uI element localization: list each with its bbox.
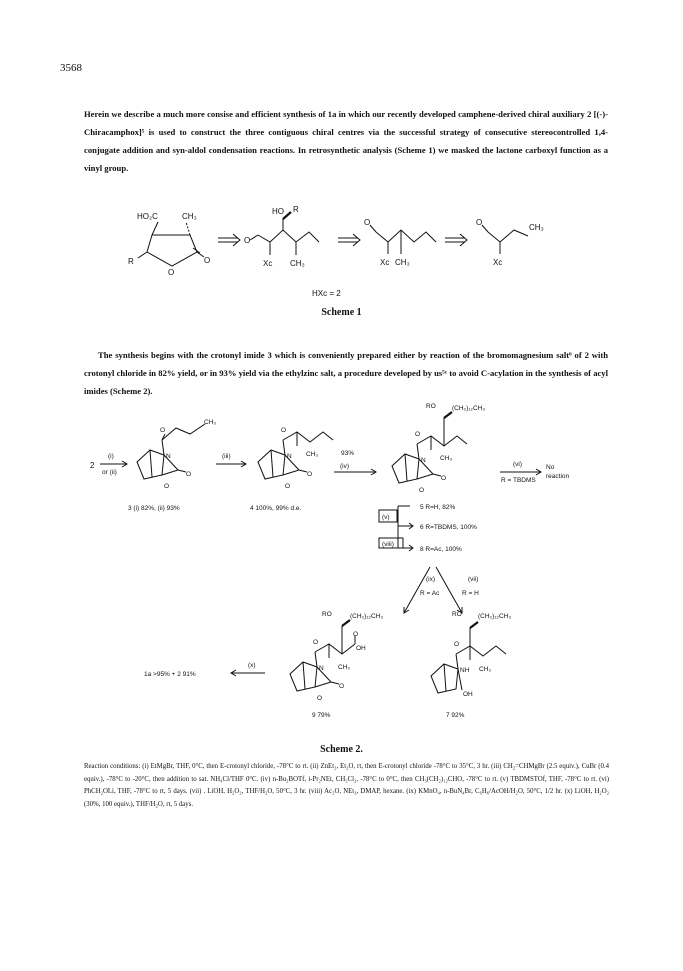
oh-label-c9: OH [356,645,366,652]
n-label-c5: N [421,457,426,464]
o-label-c9b: O [313,639,319,646]
compound-5-label: 5 R=H, 82% [420,504,456,511]
o-label-c9d: O [317,695,323,702]
step-ix-label: (ix) [426,576,436,583]
r-h-label: R = H [462,590,479,597]
compound-4-label: 4 100%, 99% d.e. [250,505,302,512]
carbonyl-o-label: O [204,256,211,265]
o-label-c5: O [415,431,421,438]
o-label-c9a: O [353,631,359,638]
chain-label-c5: (CH₂)₁₂CH₃ [452,405,485,412]
chain-label-c7: (CH₂)₁₂CH₃ [478,613,511,620]
n-label-c3: N [166,453,171,460]
compound-8-label: 8 R=Ac, 100% [420,546,462,553]
scheme1-lactone [128,212,210,277]
step-i-label: (i) [108,453,114,460]
scheme1-conjugate [364,218,436,267]
retro-arrow-1 [218,234,240,246]
chain-label-c9: (CH₂)₁₂CH₃ [350,613,383,620]
r-label-2: R [293,205,299,214]
page-number: 3568 [60,62,82,74]
o-label-3: O [364,218,371,227]
xc-label-2: Xc [380,258,390,267]
compound-3 [137,419,216,490]
step-vi-label: (vi) [513,461,523,468]
compound-4 [258,427,333,490]
compound-1a-label: 1a >95% + 2 91% [144,671,196,678]
ring-o-label: O [168,268,175,277]
o-label-4: O [476,218,483,227]
ro-label-c5: RO [426,403,436,410]
ro-label-c9: RO [322,611,332,618]
compound-3-label: 3 (i) 82%, (ii) 93% [128,505,180,512]
compound-9 [290,611,383,702]
ch3-label-c5: CH₃ [440,455,453,462]
step-iv-yield: 93% [341,450,355,457]
ch3-label-c7: CH₃ [479,666,492,673]
o-label-c5b: O [441,475,447,482]
compound-9-label: 9 79% [312,712,331,719]
nh-label-c7: NH [460,667,470,674]
ho2c-label: HO₂C [137,212,158,221]
no-reaction-1: No [546,464,555,471]
o-label-c3c: O [164,483,170,490]
o-label-c9c: O [339,683,345,690]
no-reaction-2: reaction [546,473,570,480]
oh-label-c7: OH [463,691,473,698]
ch3-label-c4: CH₃ [306,451,319,458]
reaction-conditions: Reaction conditions: (i) EtMgBr, THF, 0°C, then E-crotonyl chloride, -78°C to rt. (ii) ZnEt₂, Et₂O, rt, then E-crotonyl chloride -78°C to 35°C, 3 hr. (iii) CH₂=CHMgBr (2.5 equiv.), CuBr (0.4 equiv.), -78°C to -20°C, then addition to sat. NH₄Cl/THF 0°C. (iv) n-Bu₂BOTf, i-Pr₂NEt, CH₂Cl₂, -78°C to 0°C, then CH₃(CH₂)₁₂CHO, -78°C to rt. (v) TBDMSTOf, THF, -78°C to rt. (vi) PhCH₂OLi, THF, -78°C to rt, 5 days. (vii) . LiOH, H₂O₂, THF/H₂O, 50°C, 3 hr. (viii) Ac₂O, NEt₃, DMAP, hexane. (ix) KMnO₄, n-BuN₄Br, C₆H₆/AcOH/H₂O, 50°C, 1/2 hr. (x) LiOH, H₂O₂ (30%, 100 equiv.), THF/H₂O, rt, 5 days. [84,763,609,808]
step-v-label: (v) [382,514,390,521]
r-ac-label: R = Ac [420,590,440,597]
xc-label-3: Xc [493,258,503,267]
step-or-ii-label: or (ii) [102,469,117,476]
hxc-label: HXc = 2 [312,289,341,298]
o-label-2: O [244,236,251,245]
ch3-label-c3: CH₃ [204,419,217,426]
o-label-c3: O [160,427,166,434]
o-label-c7: O [454,641,460,648]
o-label-c4c: O [285,483,291,490]
step-viii-label: (viii) [382,541,394,548]
scheme1-caption: Scheme 1 [321,307,362,318]
intro-paragraph: Herein we describe a much more consise and efficient synthesis of 1a in which our recently developed camphene-derived chiral auxiliary 2 [(-)-Chiracamphox]⁵ is used to construct the three contiguous chiral centres via the successful strategy of consecutive stereocontrolled 1,4-conjugate addition and syn-aldol condensation reactions. In retrosynthetic analysis (Scheme 1) we masked the lactone carboxyl function as a vinyl group. [84,109,608,173]
xc-label: Xc [263,259,273,268]
o-label-c3b: O [186,471,192,478]
step-iii-label: (iii) [222,453,231,460]
retro-arrow-3 [445,234,467,246]
scheme2-caption: Scheme 2. [320,744,363,755]
compound-5 [392,403,485,494]
r-label: R [128,257,134,266]
retro-arrow-2 [338,234,360,246]
o-label-c5c: O [419,487,425,494]
synthesis-paragraph: The synthesis begins with the crotonyl imide 3 which is conveniently prepared either by reaction of the bromomagnesium salt⁶ of 2 with crotonyl chloride in 82% yield, or in 93% yield via the ethylzinc salt, a procedure developed by us⁵ᶜ to avoid C-acylation in the synthesis of acyl imides (Scheme 2). [84,350,608,396]
ch3-label-3: CH₃ [395,258,410,267]
n-label-c4: N [287,453,292,460]
ch3-label-c9: CH₃ [338,664,351,671]
scheme1-aldol [244,205,319,268]
r-tbdms-label: R = TBDMS [501,477,536,484]
ch3-label-4: CH₃ [529,223,544,232]
ch3-label: CH₃ [182,212,197,221]
compound-7-label: 7 92% [446,712,465,719]
start-2-label: 2 [90,461,95,470]
compound-6-label: 6 R=TBDMS, 100% [420,524,477,531]
step-x-label: (x) [248,662,256,669]
o-label-c4b: O [307,471,313,478]
compound-7 [431,611,511,698]
step-iv-label: (iv) [340,463,350,470]
o-label-c4: O [281,427,287,434]
ho-label: HO [272,207,284,216]
n-label-c9: N [319,665,324,672]
ch3-label-2: CH₃ [290,259,305,268]
ro-label-c7: RO [452,611,462,618]
scheme1-crotonyl [476,218,544,267]
step-vii-label: (vii) [468,576,479,583]
